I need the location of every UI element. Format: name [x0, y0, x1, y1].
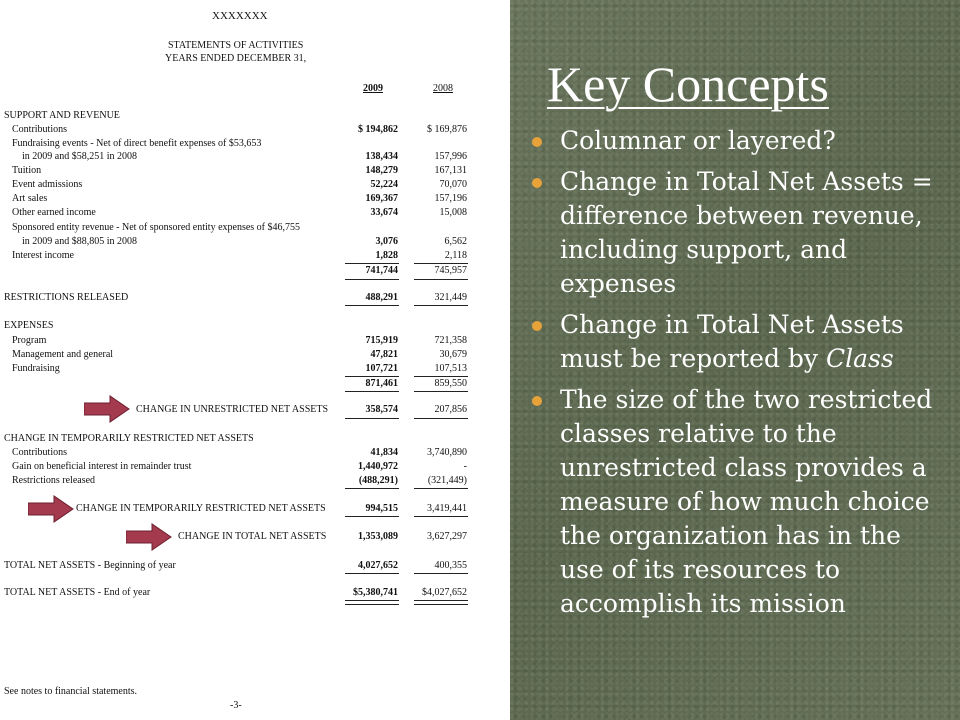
- value-2009: 1,828: [375, 250, 398, 261]
- value-2008: 207,856: [434, 404, 467, 415]
- value-2009: 871,461: [365, 378, 398, 389]
- subtotal-rule: [345, 263, 399, 264]
- row-label: CHANGE IN TOTAL NET ASSETS: [178, 531, 327, 542]
- subtotal-rule: [414, 488, 468, 489]
- row-label: Sponsored entity revenue - Net of sponsored entity expenses of $46,755: [12, 222, 300, 233]
- row-label: Restrictions released: [12, 475, 96, 486]
- value-2008: 321,449: [434, 292, 467, 303]
- row-label: Contributions: [12, 124, 68, 135]
- value-2008: 107,513: [434, 363, 467, 374]
- value-2008: 157,996: [434, 151, 467, 162]
- value-2008: 6,562: [444, 236, 467, 247]
- value-2008: 15,008: [439, 207, 467, 218]
- row-label: Contributions: [12, 447, 68, 458]
- subtotal-rule: [345, 279, 399, 280]
- value-2009: $ 194,862: [358, 124, 398, 135]
- footnote: See notes to financial statements.: [4, 686, 138, 697]
- row-label: Fundraising events - Net of direct benefit expenses of $53,653: [12, 138, 262, 149]
- arrow-icon: [28, 495, 74, 523]
- subtotal-rule: [414, 573, 468, 574]
- value-2009: 107,721: [365, 363, 398, 374]
- statement-subtitle: YEARS ENDED DECEMBER 31,: [165, 53, 307, 64]
- double-rule: [345, 600, 399, 605]
- subtotal-rule: [414, 516, 468, 517]
- value-2009: 47,821: [370, 349, 398, 360]
- value-2009: 4,027,652: [358, 560, 398, 571]
- bullet-icon: [532, 137, 542, 147]
- subtotal-rule: [414, 305, 468, 306]
- subtotal-rule: [345, 305, 399, 306]
- row-label: Event admissions: [12, 179, 83, 190]
- row-label: Gain on beneficial interest in remainder trust: [12, 461, 192, 472]
- org-name: XXXXXXX: [212, 10, 268, 22]
- bullet-list: [530, 124, 950, 628]
- value-2009: 138,434: [365, 151, 398, 162]
- value-2008: 3,627,297: [427, 531, 467, 542]
- subtotal-rule: [345, 391, 399, 392]
- row-label: Tuition: [12, 165, 42, 176]
- support-header: SUPPORT AND REVENUE: [4, 110, 120, 121]
- value-2009: 148,279: [365, 165, 398, 176]
- value-2008: (321,449): [427, 475, 467, 486]
- expenses-header: EXPENSES: [4, 320, 54, 331]
- subtotal-rule: [414, 263, 468, 264]
- row-label: in 2009 and $88,805 in 2008: [22, 236, 137, 247]
- value-2008: 400,355: [434, 560, 467, 571]
- subtotal-rule: [414, 376, 468, 377]
- bullet-icon: [532, 396, 542, 406]
- row-label: RESTRICTIONS RELEASED: [4, 292, 129, 303]
- value-2009: $5,380,741: [353, 587, 398, 598]
- value-2008: $4,027,652: [422, 587, 467, 598]
- row-label: Other earned income: [12, 207, 96, 218]
- bullet-item: Change in Total Net Assets must be reported by Class: [530, 308, 950, 376]
- value-2008: 157,196: [434, 193, 467, 204]
- bullet-icon: [532, 178, 542, 188]
- value-2009: 33,674: [370, 207, 398, 218]
- subtotal-rule: [345, 573, 399, 574]
- value-2008: 30,679: [439, 349, 467, 360]
- row-label: in 2009 and $58,251 in 2008: [22, 151, 137, 162]
- row-label: CHANGE IN UNRESTRICTED NET ASSETS: [136, 404, 329, 415]
- row-label: TOTAL NET ASSETS - End of year: [4, 587, 151, 598]
- col-header-2008: 2008: [433, 83, 453, 94]
- value-2008: 721,358: [434, 335, 467, 346]
- value-2009: 3,076: [375, 236, 398, 247]
- bullet-icon: [532, 321, 542, 331]
- subtotal-rule: [345, 376, 399, 377]
- class-emphasis: Class: [826, 344, 894, 373]
- subtotal-rule: [345, 516, 399, 517]
- bullet-item: The size of the two restricted classes relative to the unrestricted class provides a measure of how much choice the organization has in the use of its resources to accomplish its mission: [530, 383, 950, 621]
- value-2008: 3,419,441: [427, 503, 467, 514]
- subtotal-rule: [414, 391, 468, 392]
- value-2008: 745,957: [434, 265, 467, 276]
- row-label: Fundraising: [12, 363, 60, 374]
- subtotal-rule: [414, 279, 468, 280]
- value-2008: -: [463, 461, 467, 472]
- row-label: Interest income: [12, 250, 74, 261]
- value-2009: 358,574: [365, 404, 398, 415]
- value-2009: 1,353,089: [358, 531, 398, 542]
- temp-header: CHANGE IN TEMPORARILY RESTRICTED NET ASSETS: [4, 433, 254, 444]
- value-2009: 741,744: [365, 265, 398, 276]
- value-2008: 859,550: [434, 378, 467, 389]
- bullet-item: Change in Total Net Assets = difference between revenue, including support, and expenses: [530, 165, 950, 301]
- value-2008: 2,118: [444, 250, 467, 261]
- bullet-item: Columnar or layered?: [530, 124, 950, 158]
- value-2009: 1,440,972: [358, 461, 398, 472]
- arrow-icon: [84, 395, 130, 423]
- value-2008: 3,740,890: [427, 447, 467, 458]
- row-label: CHANGE IN TEMPORARILY RESTRICTED NET ASSETS: [76, 503, 326, 514]
- value-2009: 52,224: [370, 179, 398, 190]
- row-label: Art sales: [12, 193, 48, 204]
- row-label: Management and general: [12, 349, 114, 360]
- value-2009: 169,367: [365, 193, 398, 204]
- subtotal-rule: [414, 418, 468, 419]
- slide-title: Key Concepts: [547, 56, 829, 112]
- value-2008: 167,131: [434, 165, 467, 176]
- value-2009: 994,515: [365, 503, 398, 514]
- arrow-icon: [126, 523, 172, 551]
- statement-title: STATEMENTS OF ACTIVITIES: [168, 40, 304, 51]
- value-2009: 715,919: [365, 335, 398, 346]
- subtotal-rule: [345, 488, 399, 489]
- subtotal-rule: [345, 418, 399, 419]
- double-rule: [414, 600, 468, 605]
- row-label: Program: [12, 335, 47, 346]
- value-2009: 41,834: [370, 447, 398, 458]
- value-2008: $ 169,876: [427, 124, 467, 135]
- row-label: TOTAL NET ASSETS - Beginning of year: [4, 560, 176, 571]
- value-2009: (488,291): [358, 475, 398, 486]
- value-2009: 488,291: [365, 292, 398, 303]
- page-number: -3-: [230, 700, 242, 711]
- col-header-2009: 2009: [363, 83, 383, 94]
- value-2008: 70,070: [439, 179, 467, 190]
